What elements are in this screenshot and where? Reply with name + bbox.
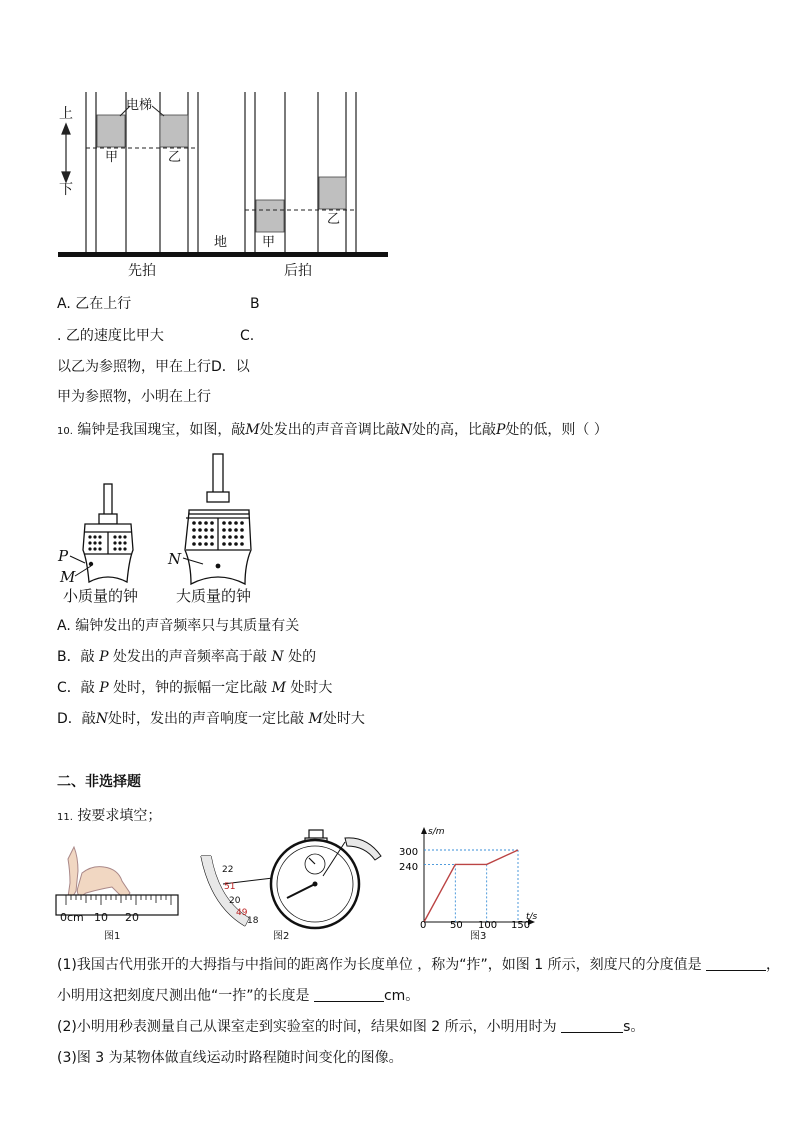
label-jia-later: 甲 bbox=[262, 235, 276, 250]
ruler-label-10: 10 bbox=[94, 911, 108, 924]
q10-option-d bbox=[57, 709, 365, 729]
label-up: 上 bbox=[59, 106, 73, 122]
fig3-graph bbox=[396, 826, 536, 930]
q9-option-c-text: 以乙为参照物，甲在上行D．以 bbox=[57, 359, 250, 375]
q10-stem-part: 处的高，比敲 bbox=[411, 422, 496, 438]
elevator-jia-later bbox=[256, 200, 284, 232]
elevator-figure bbox=[50, 88, 395, 283]
q10-option-c-var-p: P bbox=[99, 680, 109, 696]
q11-number: 11. bbox=[57, 812, 73, 823]
q10-option-c-part: 处时大 bbox=[290, 680, 333, 696]
q10-var-n: N bbox=[399, 422, 412, 438]
bell-label-m: M bbox=[60, 568, 76, 586]
q10-option-b-part: 处发出的声音频率高于敲 bbox=[112, 649, 267, 665]
up-down-arrow bbox=[62, 124, 70, 182]
q9-option-b-letter: B bbox=[250, 296, 260, 312]
q10-var-p: P bbox=[495, 422, 506, 438]
q10-option-b-part: B．敲 bbox=[57, 649, 95, 665]
q10-option-b-var-n: N bbox=[271, 649, 284, 665]
q10-stem-part: 处的低，则（ ） bbox=[505, 422, 608, 438]
q11-part3: (3)图 3 为某物体做直线运动时路程随时间变化的图像。 bbox=[57, 1050, 403, 1066]
graph-x-label: t/s bbox=[526, 912, 538, 922]
q11-stem bbox=[57, 806, 161, 828]
label-ground: 地 bbox=[214, 235, 228, 250]
large-bell-caption: 大质量的钟 bbox=[176, 587, 252, 605]
q10-option-b bbox=[57, 647, 316, 667]
answer-blank-time[interactable] bbox=[561, 1018, 623, 1033]
q9-option-a: A. 乙在上行 bbox=[57, 296, 132, 312]
q10-stem bbox=[57, 420, 608, 442]
answer-blank-span-length[interactable] bbox=[314, 987, 384, 1002]
q11-part2-text: (2)小明用秒表测量自己从课室走到实验室的时间，结果如图 2 所示，小明用时为 bbox=[57, 1019, 557, 1035]
label-elevator: 电梯 bbox=[126, 98, 153, 113]
small-bell-caption: 小质量的钟 bbox=[63, 587, 139, 605]
q11-part1-text: (1)我国古代用张开的大拇指与中指间的距离作为长度单位 ，称为“拃”，如图 1 所示，刻度尺的分度值是 bbox=[57, 957, 702, 973]
q9-option-c-letter: C. bbox=[240, 328, 255, 344]
q10-option-c bbox=[57, 678, 332, 698]
fig1-caption: 图1 bbox=[104, 931, 121, 942]
q11-stem-text: 按要求填空； bbox=[77, 808, 162, 824]
elevator-yi-first bbox=[160, 115, 188, 147]
q11-part2-unit: s。 bbox=[623, 1019, 645, 1035]
q10-option-c-part: 处时，钟的振幅一定比敲 bbox=[113, 680, 268, 696]
q10-option-d-part: 处时，发出的声音响度一定比敲 bbox=[108, 711, 305, 727]
elevator-jia-first bbox=[97, 115, 125, 147]
stopwatch-tick-22: 22 bbox=[222, 865, 234, 875]
graph-series-line bbox=[424, 850, 518, 922]
fig2-caption: 图2 bbox=[273, 931, 290, 942]
q10-option-a: A. 编钟发出的声音频率只与其质量有关 bbox=[57, 618, 300, 634]
graph-x-tick-150: 150 bbox=[511, 920, 531, 931]
q10-option-c-part: C．敲 bbox=[57, 680, 95, 696]
q10-option-b-part: 处的 bbox=[288, 649, 317, 665]
elevator-yi-later bbox=[319, 177, 346, 209]
bells-figure bbox=[55, 452, 275, 592]
fig2-stopwatch bbox=[195, 826, 395, 930]
q11-part1-line1 bbox=[57, 955, 780, 975]
q11-part1-unit: cm。 bbox=[383, 988, 420, 1004]
stopwatch-tick-18: 18 bbox=[247, 916, 259, 926]
bell-label-n: N bbox=[168, 550, 182, 568]
label-first-photo: 先拍 bbox=[128, 263, 156, 279]
stopwatch-tick-49: 49 bbox=[236, 908, 248, 918]
label-yi-later: 乙 bbox=[327, 212, 341, 227]
graph-x-tick-100: 100 bbox=[478, 920, 498, 931]
q10-option-d-var-m: M bbox=[308, 711, 323, 727]
label-yi-first: 乙 bbox=[168, 150, 182, 165]
q10-option-c-var-m: M bbox=[271, 680, 286, 696]
q11-part2 bbox=[57, 1017, 644, 1037]
q10-option-d-var-n: N bbox=[95, 711, 109, 727]
q9-option-b-text: . 乙的速度比甲大 bbox=[57, 328, 164, 344]
stopwatch-tick-20: 20 bbox=[229, 896, 241, 906]
q9-option-d-text: 甲为参照物，小明在上行 bbox=[57, 389, 211, 405]
graph-x-tick-50: 50 bbox=[450, 920, 463, 931]
q10-option-d-part: D．敲 bbox=[57, 711, 96, 727]
small-bell bbox=[83, 484, 133, 582]
fig3-caption: 图3 bbox=[470, 931, 487, 942]
graph-y-tick-240: 240 bbox=[399, 862, 419, 873]
q10-number: 10. bbox=[57, 426, 73, 437]
q10-option-b-var-p: P bbox=[99, 649, 109, 665]
ruler-label-20: 20 bbox=[125, 911, 139, 924]
stopwatch-tick-51: 51 bbox=[224, 882, 236, 892]
q11-part1-comma: ， bbox=[766, 957, 781, 973]
label-down: 下 bbox=[59, 182, 73, 198]
bell-label-p: P bbox=[58, 547, 69, 565]
ground-line bbox=[58, 252, 388, 257]
hand-icon bbox=[68, 847, 130, 897]
section-title: 二、非选择题 bbox=[57, 774, 141, 790]
label-later-photo: 后拍 bbox=[284, 263, 312, 279]
q11-part1-line2 bbox=[57, 986, 419, 1006]
graph-y-tick-300: 300 bbox=[399, 847, 419, 858]
q11-part1-text2: 小明用这把刻度尺测出他“一拃”的长度是 bbox=[57, 988, 310, 1004]
graph-x-tick-0: 0 bbox=[420, 920, 427, 931]
label-jia-first: 甲 bbox=[105, 150, 119, 165]
q10-var-m: M bbox=[245, 422, 260, 438]
q10-option-d-part: 处时大 bbox=[322, 711, 365, 727]
ruler-label-0cm: 0cm bbox=[60, 911, 84, 924]
q10-stem-part: 处发出的声音音调比敲 bbox=[259, 422, 400, 438]
answer-blank-division-value[interactable] bbox=[706, 956, 766, 971]
q10-stem-part: 编钟是我国瑰宝，如图，敲 bbox=[77, 422, 246, 438]
graph-y-label: s/m bbox=[428, 827, 445, 837]
